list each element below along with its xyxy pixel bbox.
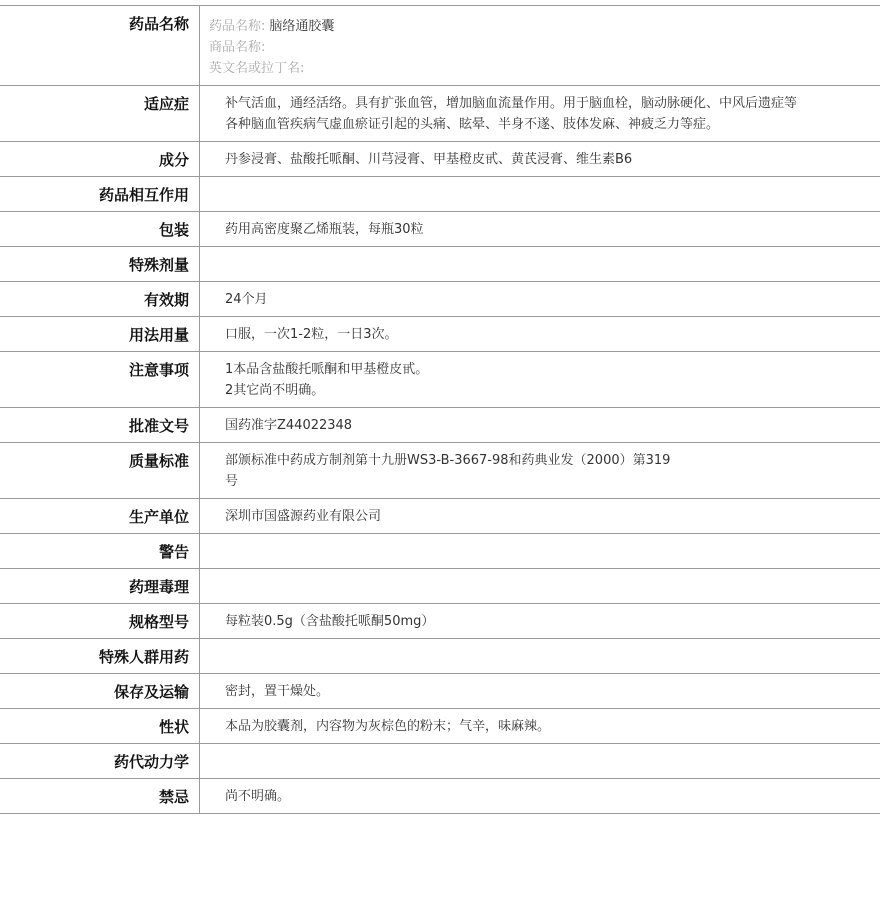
row-special-dosage: [0, 247, 880, 282]
field-label: 成分: [0, 142, 200, 177]
field-label: 特殊剂量: [0, 247, 200, 282]
row-packaging: [0, 212, 880, 247]
drug-info-table: [0, 5, 880, 814]
field-value: 每粒装0.5g（含盐酸托哌酮50mg）: [225, 614, 435, 629]
field-value: [200, 247, 880, 282]
row-manufacturer: [0, 499, 880, 534]
row-storage: [0, 674, 880, 709]
field-label: 有效期: [0, 282, 200, 317]
row-indications: [0, 86, 880, 142]
row-contraindications: [0, 779, 880, 814]
latin-name-line: [209, 58, 800, 79]
field-label: 质量标准: [0, 443, 200, 499]
standard-line: 部颁标准中药成方制剂第十九册WS3-B-3667-98和药典业发（2000）第319: [225, 453, 671, 468]
generic-name-line: [209, 16, 800, 37]
field-value: 尚不明确。: [225, 789, 291, 804]
row-precautions: [0, 352, 880, 408]
row-special-populations: [0, 639, 880, 674]
field-value: 深圳市国盛源药业有限公司: [225, 509, 382, 524]
field-value: 密封，置干燥处。: [225, 684, 330, 699]
field-value: 丹参浸膏、盐酸托哌酮、川芎浸膏、甲基橙皮甙、黄芪浸膏、维生素B6: [225, 152, 633, 167]
standard-line: 号: [225, 474, 239, 489]
field-value: 药用高密度聚乙烯瓶装，每瓶30粒: [225, 222, 424, 237]
field-value: [200, 534, 880, 569]
precaution-line: 2其它尚不明确。: [225, 383, 325, 398]
row-appearance: [0, 709, 880, 744]
field-value: [200, 443, 880, 499]
field-value: [200, 352, 880, 408]
field-value: [200, 6, 880, 86]
field-label: 药理毒理: [0, 569, 200, 604]
row-specification: [0, 604, 880, 639]
field-value: 口服，一次1-2粒，一日3次。: [225, 327, 398, 342]
trade-name-line: [209, 37, 800, 58]
field-label: 禁忌: [0, 779, 200, 814]
row-warning: [0, 534, 880, 569]
field-label: 生产单位: [0, 499, 200, 534]
row-pharmacokinetics: [0, 744, 880, 779]
generic-name-key: 药品名称:: [209, 19, 266, 34]
row-pharmacology: [0, 569, 880, 604]
field-label: 药品名称: [0, 6, 200, 86]
row-dosage: [0, 317, 880, 352]
trade-name-key: 商品名称:: [209, 40, 266, 55]
field-value: [200, 744, 880, 779]
row-shelf-life: [0, 282, 880, 317]
field-label: 性状: [0, 709, 200, 744]
field-label: 批准文号: [0, 408, 200, 443]
field-label: 警告: [0, 534, 200, 569]
field-value: [200, 639, 880, 674]
drug-info-rows: [0, 6, 880, 814]
field-label: 包装: [0, 212, 200, 247]
field-label: 规格型号: [0, 604, 200, 639]
row-interactions: [0, 177, 880, 212]
row-drug-name: [0, 6, 880, 86]
field-label: 药品相互作用: [0, 177, 200, 212]
field-value: [200, 177, 880, 212]
field-label: 保存及运输: [0, 674, 200, 709]
field-label: 适应症: [0, 86, 200, 142]
field-label: 注意事项: [0, 352, 200, 408]
precaution-line: 1本品含盐酸托哌酮和甲基橙皮甙。: [225, 362, 429, 377]
row-quality-standard: [0, 443, 880, 499]
field-value: 24个月: [225, 292, 268, 307]
field-label: 特殊人群用药: [0, 639, 200, 674]
latin-name-key: 英文名或拉丁名:: [209, 61, 305, 76]
field-value: 补气活血，通经活络。具有扩张血管，增加脑血流量作用。用于脑血栓，脑动脉硬化、中风后遗症等各种脑血管疾病气虚血瘀证引起的头痛、眩晕、半身不遂、肢体发麻、神疲乏力等症。: [225, 96, 798, 132]
field-value: [200, 569, 880, 604]
field-label: 药代动力学: [0, 744, 200, 779]
row-ingredients: [0, 142, 880, 177]
field-value: 国药准字Z44022348: [225, 418, 353, 433]
row-approval-number: [0, 408, 880, 443]
generic-name-value: 脑络通胶囊: [269, 19, 335, 34]
field-value: 本品为胶囊剂，内容物为灰棕色的粉末；气辛，味麻辣。: [225, 719, 551, 734]
field-label: 用法用量: [0, 317, 200, 352]
